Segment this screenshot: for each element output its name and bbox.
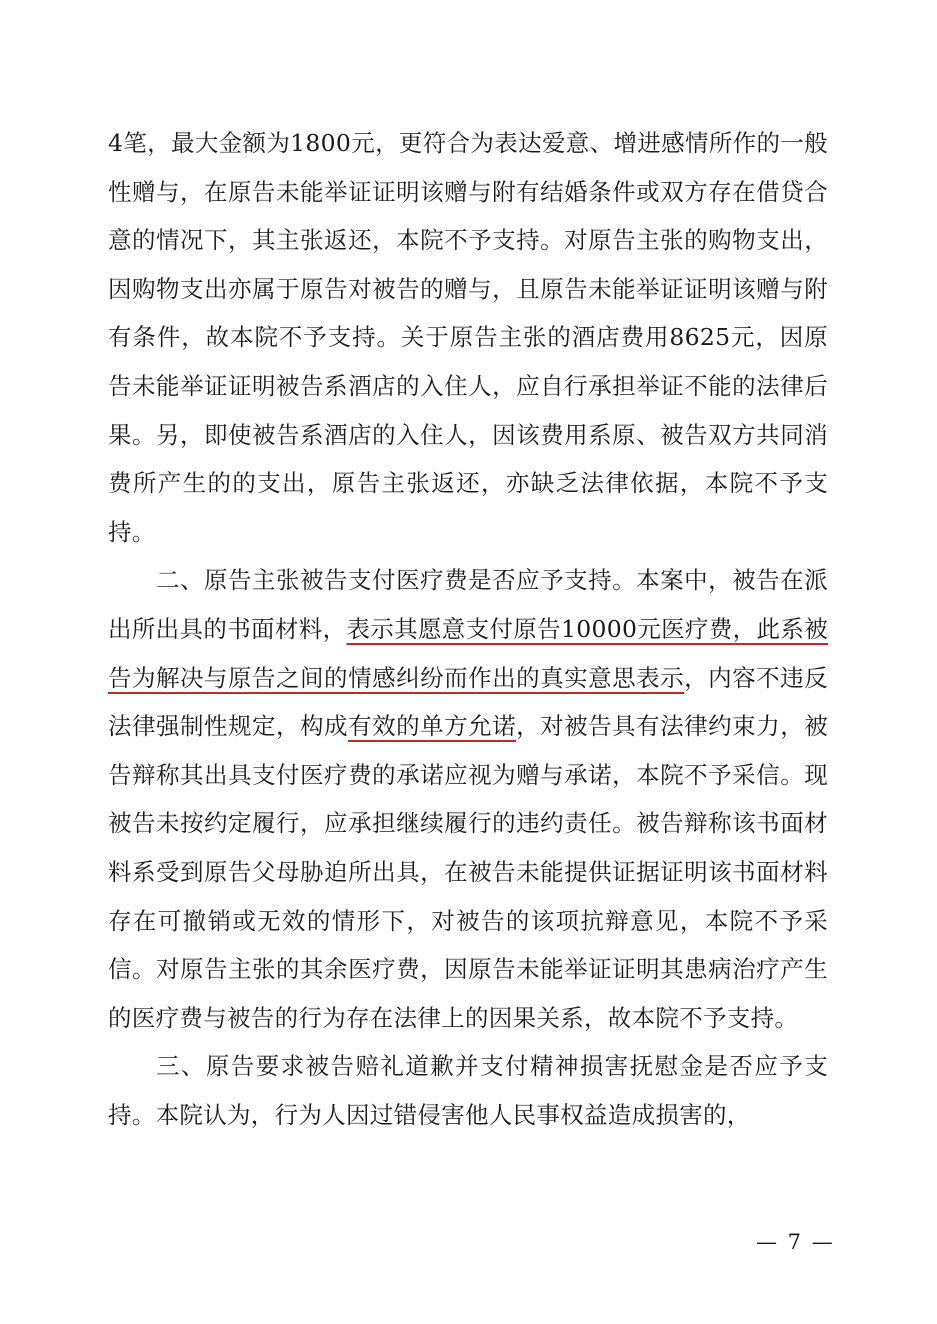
paragraph-gift-and-hotel-expenses: 4笔，最大金额为1800元，更符合为表达爱意、增进感情所作的一般性赠与，在原告未能举证证明该赠与附有结婚条件或双方存在借贷合意的情况下，其主张返还，本院不予支持。对原告主张的购物支出，因购物支出亦属于原告对被告的赠与，且原告未能举证证明该赠与附有条件，故本院不予支持。关于原告主张的酒店费用8625元，因原告未能举证证明被告系酒店的入住人，应自行承担举证不能的法律后果。另，即使被告系酒店的入住人，因该费用系原、被告双方共同消费所产生的的支出，原告主张返还，亦缺乏法律依据，本院不予支持。 <box>108 129 828 546</box>
medical-expenses-intro: 二、原告主张被告支付医疗费是否应予支持。本案中，被告在派出所出具的书面材料， <box>108 566 828 643</box>
document-body <box>108 119 828 1139</box>
page-number: — 7 — <box>756 1230 835 1254</box>
paragraph-medical-expenses <box>108 556 828 1042</box>
paragraph-apology-and-compensation: 三、原告要求被告赔礼道歉并支付精神损害抚慰金是否应予支持。本院认为，行为人因过错侵害他人民事权益造成损害的， <box>108 1052 828 1129</box>
medical-expenses-continuation: ，内容不违反法律强制性规定，构成 <box>108 663 828 741</box>
highlighted-unilateral-promise: 有效的单方允诺 <box>348 712 517 741</box>
highlighted-promise-statement: 表示其愿意支付原告10000元医疗费，此系被告为解决与原告之间的情感纠纷而作出的真实意思表示 <box>108 614 829 692</box>
medical-expenses-conclusion: ，对被告具有法律约束力，被告辩称其出具支付医疗费的承诺应视为赠与承诺，本院不予采信。现被告未按约定履行，应承担继续履行的违约责任。被告辩称该书面材料系受到原告父母胁迫所出具，在被告未能提供证据证明该书面材料存在可撤销或无效的情形下，对被告的该项抗辩意见，本院不予采信。对原告主张的其余医疗费，因原告未能举证证明其患病治疗产生的医疗费与被告的行为存在法律上的因果关系，故本院不予支持。 <box>108 712 829 1032</box>
